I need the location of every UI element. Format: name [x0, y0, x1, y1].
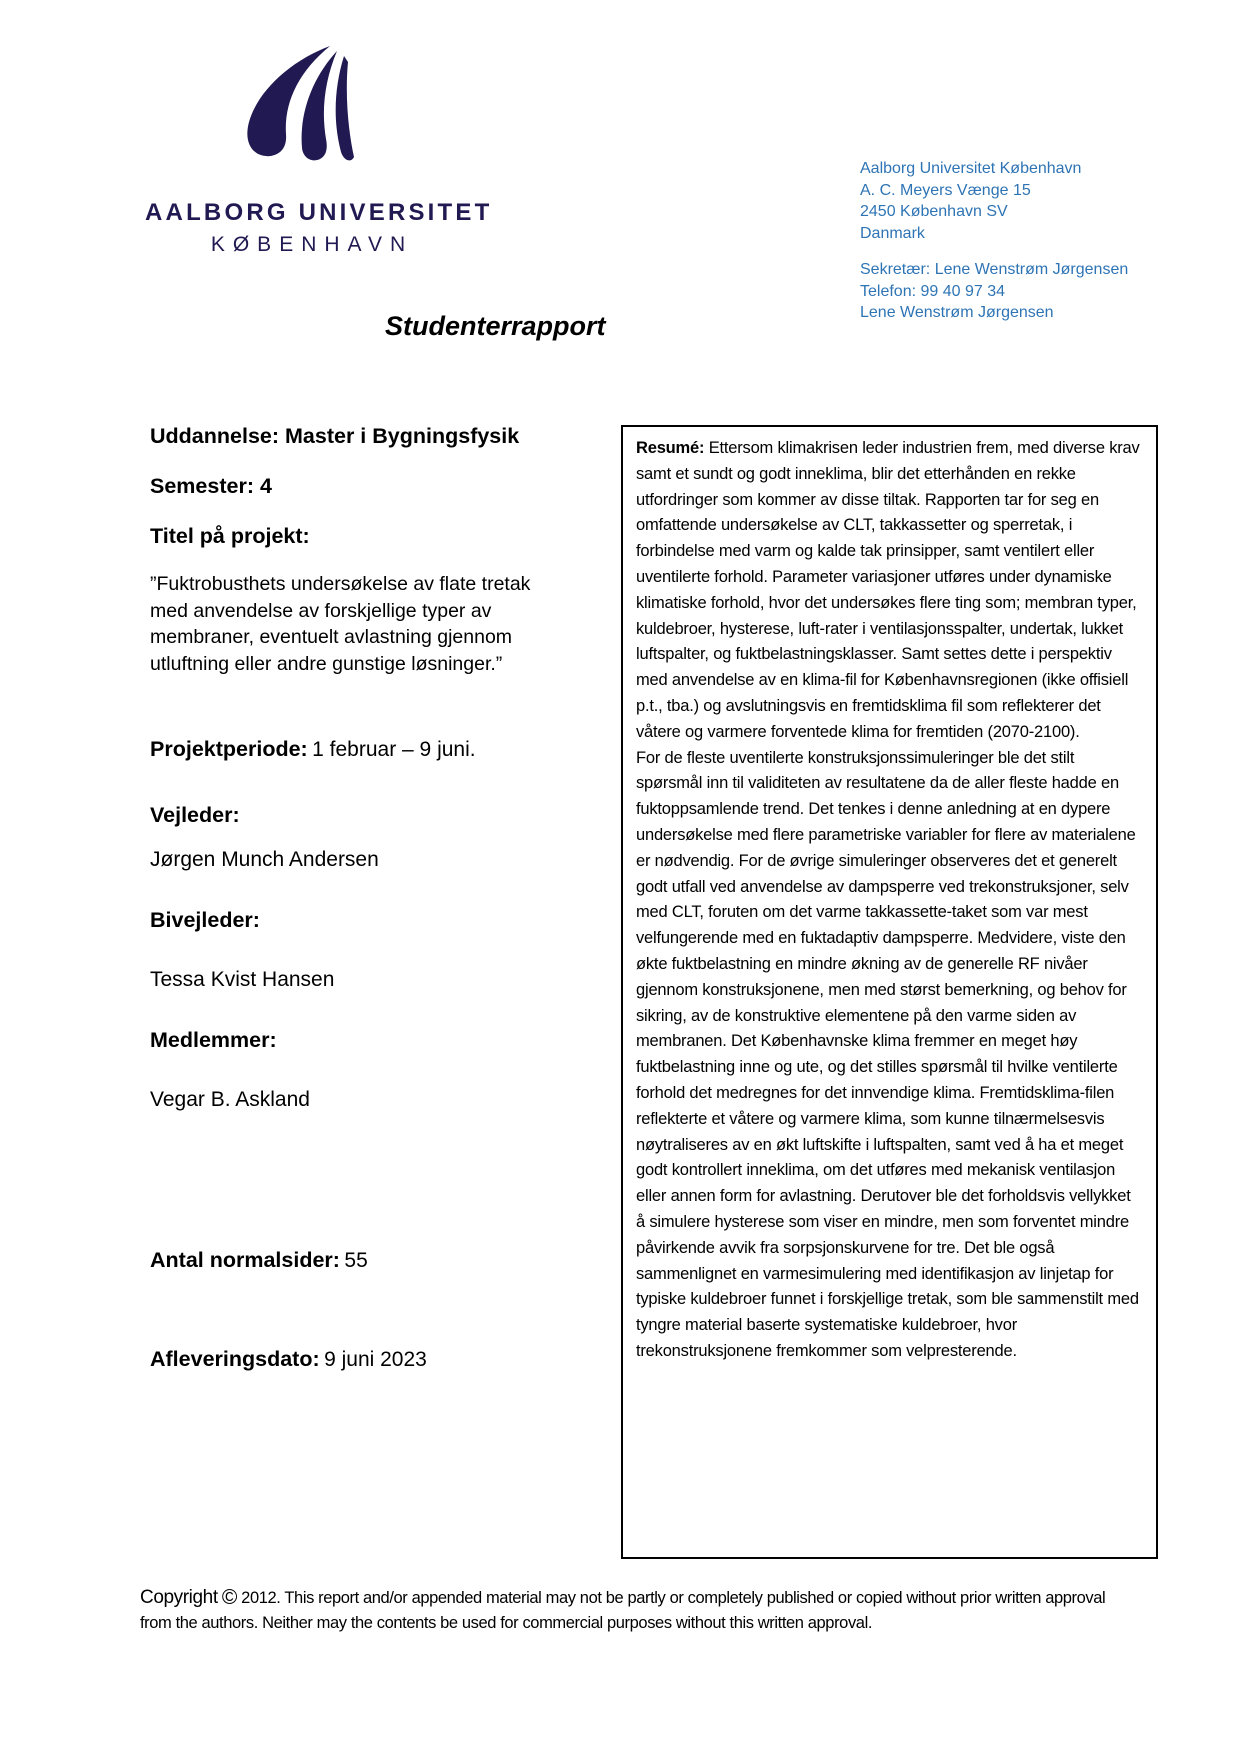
address-spacer: [860, 244, 1180, 259]
submission-date-value: 9 juni 2023: [324, 1348, 427, 1371]
project-period-label: Projektperiode:: [150, 737, 308, 761]
supervisor-name: Jørgen Munch Andersen: [150, 848, 379, 871]
address-line: Aalborg Universitet København: [860, 160, 1082, 177]
project-period-line: [150, 737, 476, 762]
abstract-paragraph-2: [636, 746, 1143, 1365]
submission-date-line: [150, 1347, 427, 1372]
members-label: Medlemmer:: [150, 1028, 277, 1052]
copyright-symbol: ©: [221, 1586, 237, 1609]
project-title-label: Titel på projekt:: [150, 524, 310, 548]
education-line: [150, 424, 519, 449]
aau-logo-swoosh-icon: [243, 46, 355, 164]
education-label: Uddannelse:: [150, 424, 280, 448]
abstract-paragraph-1: [636, 436, 1143, 746]
project-title-quote: ”Fuktrobusthets undersøkelse av flate tretak med anvendelse av forskjellige typer av membraner, eventuelt avlastning gjennom utluftning eller andre gunstige løsninger.”: [150, 573, 531, 675]
abstract-box: [621, 425, 1158, 1559]
education-value: Master i Bygningsfysik: [285, 424, 520, 448]
address-line: A. C. Meyers Vænge 15: [860, 181, 1031, 199]
semester-label: Semester:: [150, 474, 254, 498]
supervisor-label: Vejleder:: [150, 803, 240, 827]
copyright-notice: [140, 1586, 1118, 1635]
university-address-block: [860, 158, 1180, 324]
phone-line: Telefon: 99 40 97 34: [860, 282, 1006, 300]
member-name: Vegar B. Askland: [150, 1088, 310, 1111]
project-period-value: 1 februar – 9 juni.: [312, 738, 476, 761]
secretary-line: Sekretær: Lene Wenstrøm Jørgensen: [860, 261, 1129, 278]
submission-date-label: Afleveringsdato:: [150, 1347, 320, 1371]
page-count-value: 55: [344, 1249, 368, 1272]
abstract-text-2: For de fleste uventilerte konstruksjonssimuleringer ble det stilt spørsmål inn til validiteten av resultatene da de aller fleste hadde en fuktoppsamlende trend. Det tenkes i denne anledning at en dypere undersøkelse med flere parametriske variabler for flere av materialene er nødvendig. For de øvrige simuleringer observeres det et generelt godt utfall ved anvendelse av dampsperre ved trekonstruksjoner, selv med CLT, foruten om det varme takkassette-taket som var mest velfungerende med en fuktadaptiv dampsperre. Medvidere, viste den økte fuktbelastning en mindre økning av de generelle RF nivåer gjennom konstruksjonene, men med størst bemerkning, og behov for sikring, av de konstruktive elementene på den varme siden av membranen. Det Københavnske klima fremmer en meget høy fuktbelastning inne og ute, og det stilles spørsmål til hvilke ventilerte forhold det medregnes for det innvendige klima. Fremtidsklima-filen reflekterte et våtere og varmere klima, som kunne tilnærmelsesvis nøytraliseres av en økt luftskifte i luftspalten, samt ved å ha et meget godt kontrollert inneklima, om det utføres med mekanisk ventilasjon eller annen form for avlastning. Derutover ble det forholdsvis vellykket å simulere hysterese som viser en mindre, men som forventet mindre påvirkende avvik fra sorpsjonskurvene for tre. Det ble også sammenlignet en varmesimulering med identifikasjon av linjetap for typiske kuldebroer funnet i forskjellige tretak, som ble sammenstilt med tyngre material baserte systematiske kuldebroer, hvor trekonstruksjonene fremkommer som velpresterende.: [636, 748, 1139, 1360]
address-line: 2450 København SV: [860, 203, 1008, 220]
copyright-word: Copyright: [140, 1587, 218, 1608]
page-count-line: [150, 1248, 368, 1273]
abstract-label: Resumé:: [636, 439, 705, 457]
co-supervisor-name: Tessa Kvist Hansen: [150, 968, 335, 991]
contact-line: Lene Wenstrøm Jørgensen: [860, 304, 1054, 321]
abstract-text-1: Ettersom klimakrisen leder industrien frem, med diverse krav samt et sundt og godt inneklima, blir det etterhånden en rekke utfordringer som kommer av disse tiltak. Rapporten tar for seg en omfattende undersøkelse av CLT, takkassetter og sperretak, i forbindelse med varm og kalde tak prinsipper, samt ventilert eller uventilerte forhold. Parameter variasjoner utføres under dynamiske klimatiske forhold, hvor det undersøkes flere ting som; membran typer, kuldebroer, hysterese, luft-rater i ventilasjonsspalter, undertak, lukket luftspalter, og fuktbelastningsklasser. Samt settes dette i perspektiv med anvendelse av en klima-fil for Københavnsregionen (ikke offisiell p.t., tba.) og avslutningsvis en fremtidsklima fil som reflekterer det våtere og varmere forventede klima for fremtiden (2070-2100).: [636, 439, 1140, 741]
copyright-text: This report and/or appended material may not be partly or completely published or copied without prior written approval from the authors. Neither may the contents be used for commercial purposes without this written approval.: [140, 1589, 1106, 1632]
page-count-label: Antal normalsider:: [150, 1248, 340, 1272]
address-line: Danmark: [860, 224, 925, 242]
semester-value: 4: [259, 474, 272, 498]
copyright-year: 2012.: [241, 1589, 281, 1607]
semester-line: [150, 474, 272, 499]
document-type-title: Studenterrapport: [385, 311, 606, 341]
co-supervisor-label: Bivejleder:: [150, 908, 260, 932]
logo-university-name: AALBORG UNIVERSITET: [145, 199, 493, 226]
logo-city-name: KØBENHAVN: [210, 233, 414, 256]
